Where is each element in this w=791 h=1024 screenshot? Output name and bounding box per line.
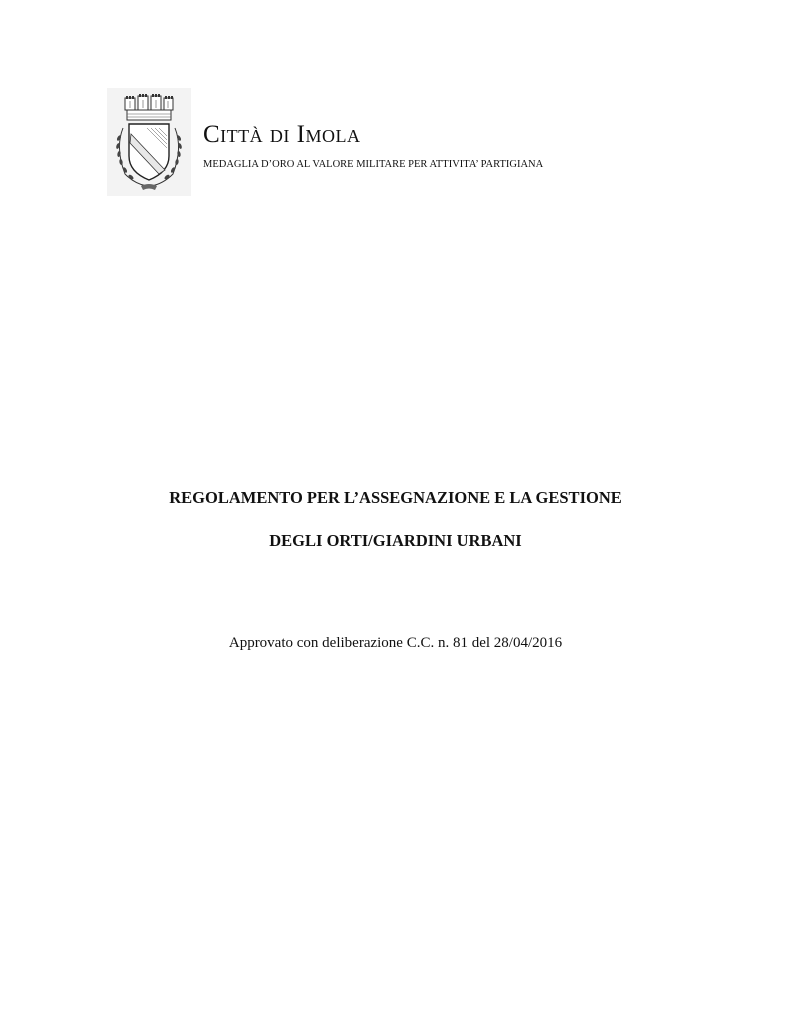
city-subtitle: MEDAGLIA D’ORO AL VALORE MILITARE PER ATTIVITA’ PARTIGIANA bbox=[203, 159, 544, 170]
document-title-line-2: DEGLI ORTI/GIARDINI URBANI bbox=[269, 531, 522, 550]
city-crest-logo bbox=[107, 88, 191, 196]
document-title-line-1: REGOLAMENTO PER L’ASSEGNAZIONE E LA GESTIONE bbox=[169, 488, 622, 507]
city-name: Città di Imola bbox=[203, 121, 361, 148]
letterhead bbox=[107, 88, 707, 198]
approval-note: Approvato con deliberazione C.C. n. 81 del 28/04/2016 bbox=[228, 635, 563, 651]
